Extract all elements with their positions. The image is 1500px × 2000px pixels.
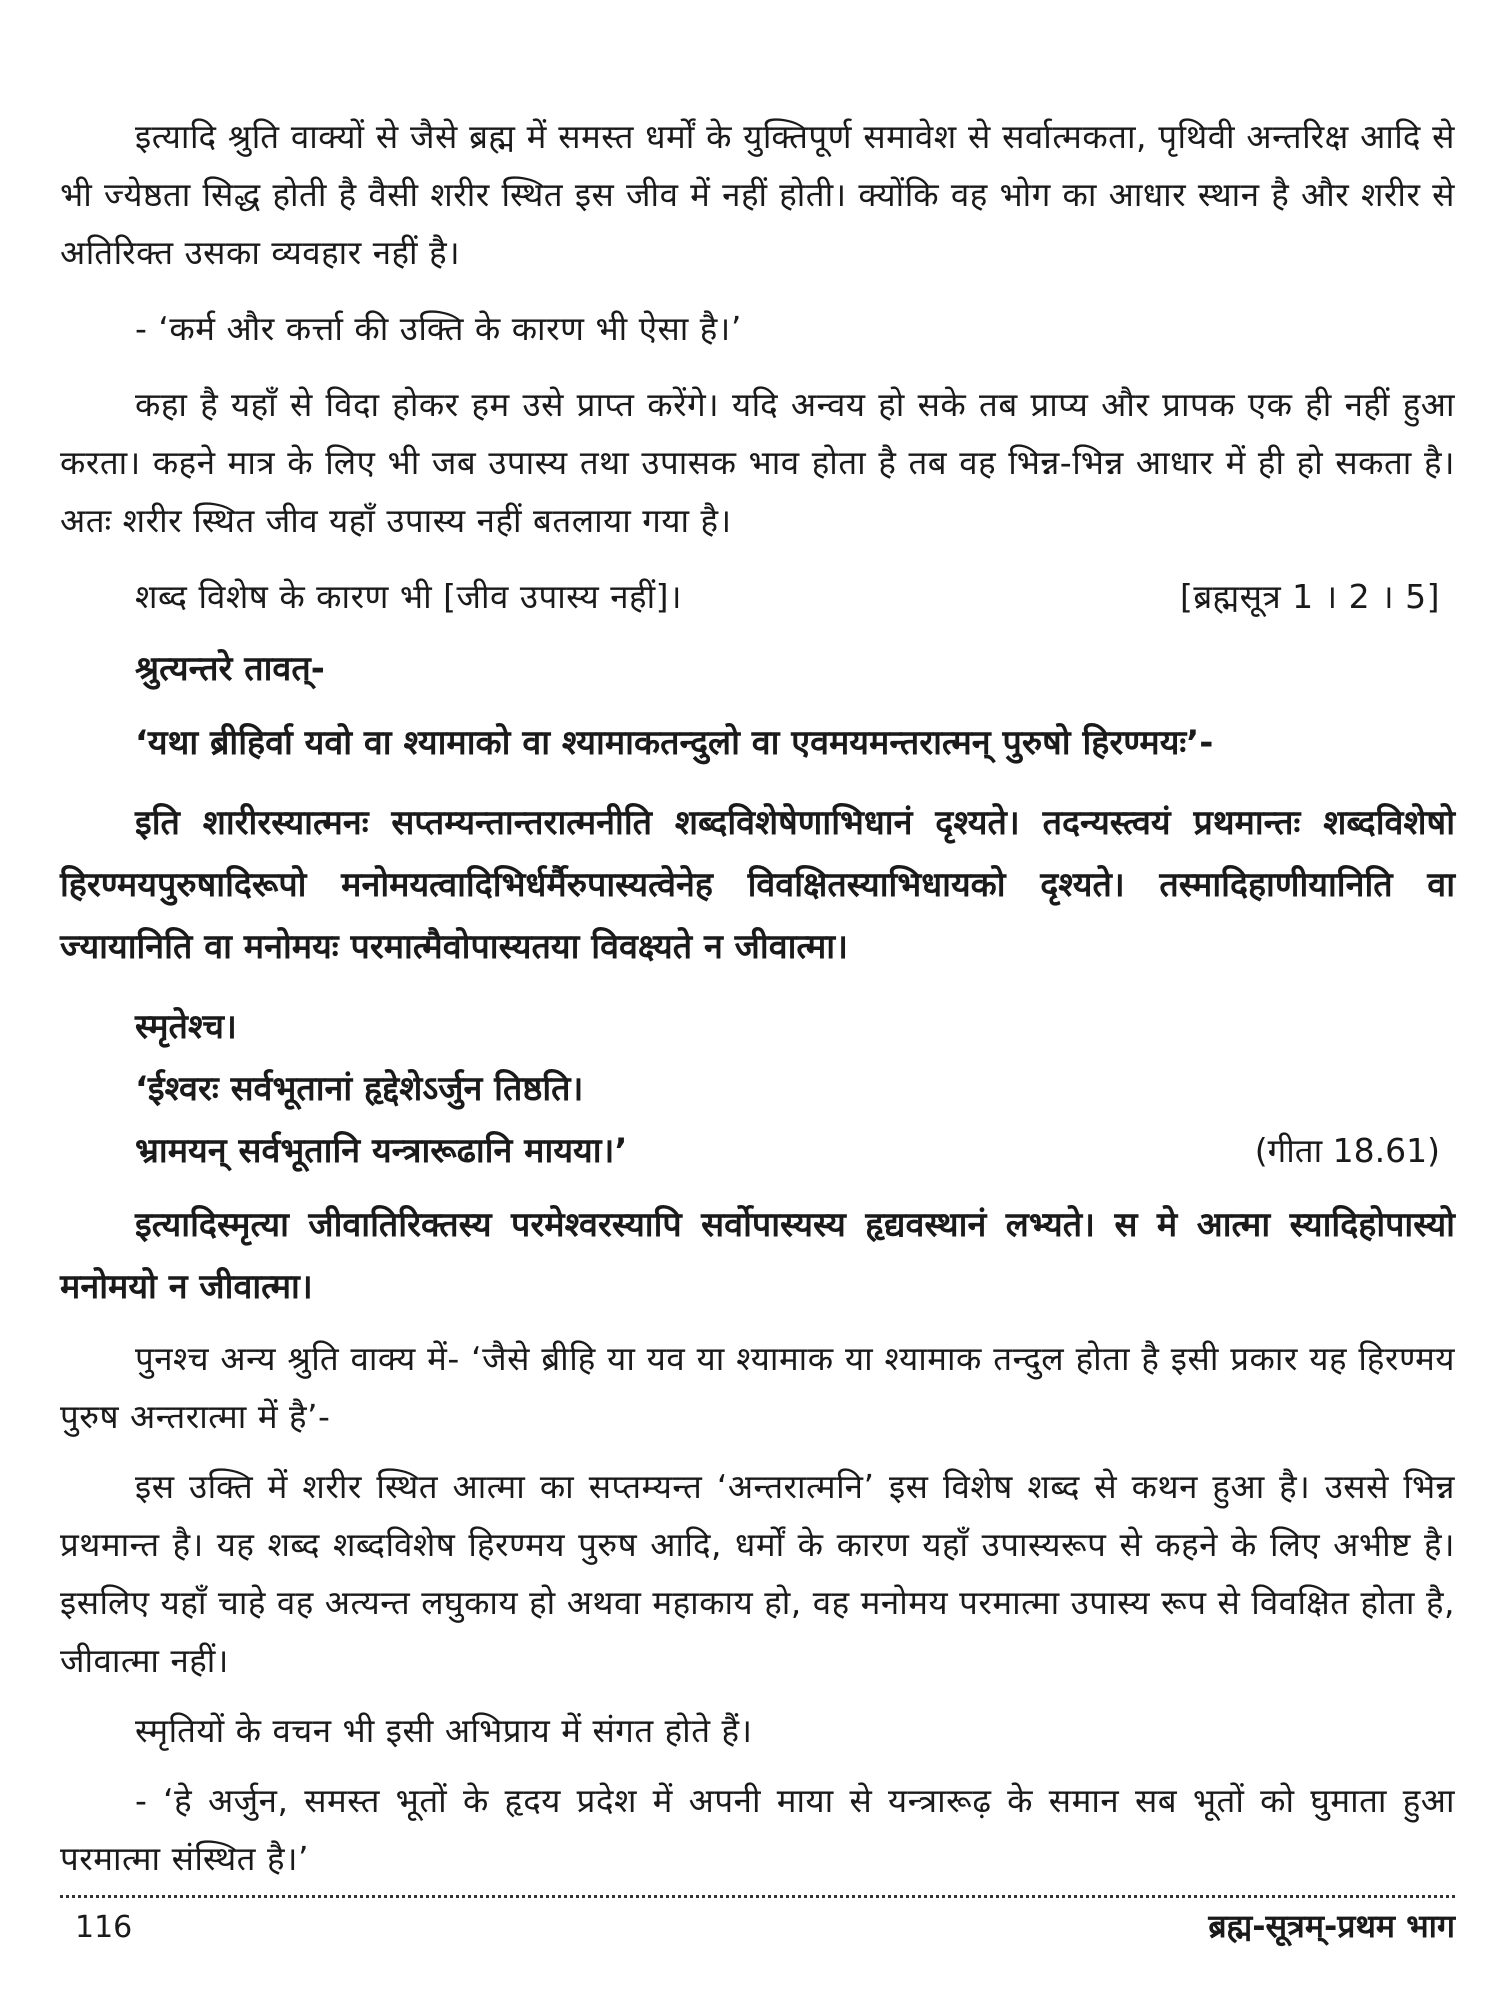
gita-reference: (गीता 18.61)	[1254, 1131, 1440, 1170]
sanskrit-heading: श्रुत्यन्तरे तावत्-	[135, 649, 325, 689]
paragraph-8: - ‘हे अर्जुन, समस्त भूतों के हृदय प्रदेश में अपनी माया से यन्त्रारूढ़ के समान सब भूतों को घुमाता हुआ परमात्मा संस्थित है।’	[60, 1781, 1455, 1878]
sanskrit-commentary-2: इत्यादिस्मृत्या जीवातिरिक्तस्य परमेश्वरस्यापि सर्वोपास्यस्य हृद्यवस्थानं लभ्यते। स मे आत्मा स्यादिहोपास्यो मनोमयो न जीवात्मा।	[60, 1205, 1455, 1307]
book-title: ब्रह्म-सूत्रम्-प्रथम भाग	[1208, 1907, 1455, 1945]
footer-divider	[60, 1895, 1455, 1898]
paragraph-1: इत्यादि श्रुति वाक्यों से जैसे ब्रह्म में समस्त धर्मों के युक्तिपूर्ण समावेश से सर्वात्मकता, पृथिवी अन्तरिक्ष आदि से भी ज्येष्ठता सिद्ध होती है वैसी शरीर स्थित इस जीव में नहीं होती। क्योंकि वह भोग का आधार स्थान है और शरीर से अतिरिक्त उसका व्यवहार नहीं है।	[60, 117, 1455, 272]
gita-verse-line-1: ‘ईश्वरः सर्वभूतानां हृद्देशेऽर्जुन तिष्ठति।	[135, 1069, 584, 1109]
gita-verse-line-2: भ्रामयन् सर्वभूतानि यन्त्रारूढानि मायया।’	[135, 1131, 628, 1171]
paragraph-3: कहा है यहाँ से विदा होकर हम उसे प्राप्त करेंगे। यदि अन्वय हो सके तब प्राप्य और प्रापक एक ही नहीं हुआ करता। कहने मात्र के लिए भी जब उपास्य तथा उपासक भाव होता है तब वह भिन्न-भिन्न आधार में ही हो सकता है। अतः शरीर स्थित जीव यहाँ उपास्य नहीं बतलाया गया है।	[60, 385, 1455, 540]
page-number: 116	[75, 1910, 133, 1945]
sanskrit-quote-1: ‘यथा ब्रीहिर्वा यवो वा श्यामाको वा श्यामाकतन्दुलो वा एवमयमन्तरात्मन् पुरुषो हिरण्मयः’-	[135, 723, 1214, 763]
paragraph-5: पुनश्च अन्य श्रुति वाक्य में- ‘जैसे ब्रीहि या यव या श्यामाक या श्यामाक तन्दुल होता है इसी प्रकार यह हिरण्मय पुरुष अन्तरात्मा में है’-	[60, 1339, 1455, 1436]
gita-verse-line-2-row	[60, 1120, 1455, 1182]
sutra-reference: [ब्रह्मसूत्र 1 । 2 । 5]	[1180, 577, 1440, 616]
paragraph-7: स्मृतियों के वचन भी इसी अभिप्राय में संगत होते हैं।	[135, 1711, 753, 1750]
paragraph-4: शब्द विशेष के कारण भी [जीव उपास्य नहीं]।	[135, 577, 683, 616]
sanskrit-smriti: स्मृतेश्च।	[135, 1007, 237, 1047]
page-footer	[60, 1895, 1455, 1947]
sutra-reference-line	[60, 568, 1455, 626]
paragraph-6: इस उक्ति में शरीर स्थित आत्मा का सप्तम्यन्त ‘अन्तरात्मनि’ इस विशेष शब्द से कथन हुआ है। उससे भिन्न प्रथमान्त है। यह शब्द शब्दविशेष हिरण्मय पुरुष आदि, धर्मों के कारण यहाँ उपास्यरूप से कहने के लिए अभीष्ट है। इसलिए यहाँ चाहे वह अत्यन्त लघुकाय हो अथवा महाकाय हो, वह मनोमय परमात्मा उपास्य रूप से विवक्षित होता है, जीवात्मा नहीं।	[60, 1467, 1455, 1680]
sanskrit-commentary-1: इति शारीरस्यात्मनः सप्तम्यन्तान्तरात्मनीति शब्दविशेषेणाभिधानं दृश्यते। तदन्यस्त्वयं प्रथमान्तः शब्दविशेषो हिरण्मयपुरुषादिरूपो मनोमयत्वादिभिर्धर्मैरुपास्यत्वेनेह विवक्षितस्याभिधायको दृश्यते। तस्मादिहाणीयानिति वा ज्यायानिति वा मनोमयः परमात्मैवोपास्यतया विवक्ष्यते न जीवात्मा।	[60, 803, 1455, 967]
paragraph-2: - ‘कर्म और कर्त्ता की उक्ति के कारण भी ऐसा है।’	[135, 309, 742, 348]
page-body	[60, 108, 1455, 1888]
